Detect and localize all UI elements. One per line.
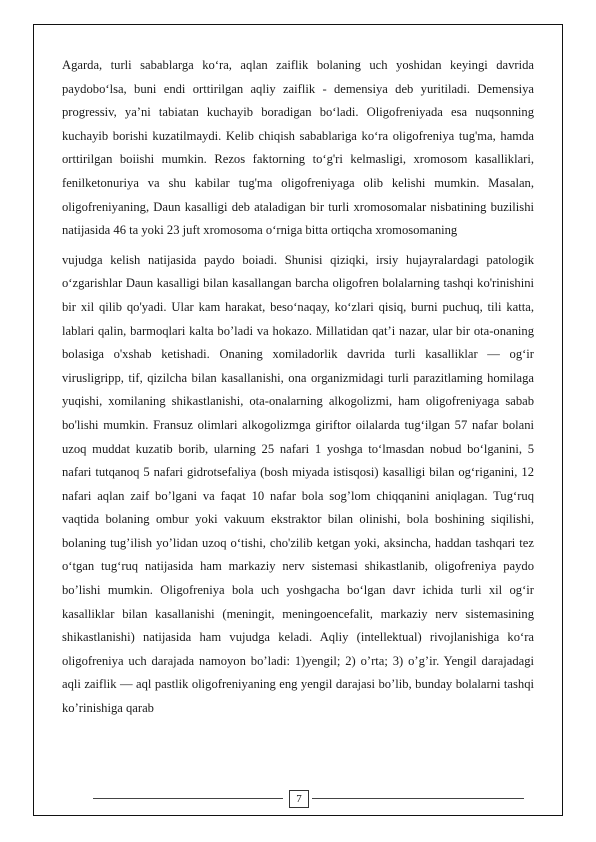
footer-divider-left [93, 798, 283, 799]
document-body [62, 54, 534, 727]
footer-divider-right [312, 798, 524, 799]
page-number: 7 [289, 790, 309, 808]
paragraph: Agarda, turli sabablarga ko‘ra, aqlan zaiflik bolaning uch yoshidan keyingi davrida paydobo‘lsa, buni endi orttirilgan aqliy zaiflik - demensiya deb yuritiladi. Demensiya progressiv, ya’ni tabiatan kuchayib boradigan bo‘ladi. Oligofreniyada esa nuqsonning kuchayib borishi kuzatilmaydi. Kelib chiqish sabablariga ko‘ra oligofreniya tug'ma, hamda orttirilgan boiishi mumkin. Rezos faktorning to‘g'ri kelmasligi, xromosom kasalliklari, fenilketonuriya va shu kabilar tug'ma oligofreniyaga olib kelishi mumkin. Masalan, oligofreniyaning, Daun kasalligi deb ataladigan bir turli xromosomalar nisbatining buzilishi natijasida 46 ta yoki 23 juft xromosoma o‘rniga bitta ortiqcha xromosomaning [62, 58, 534, 238]
paragraph: vujudga kelish natijasida paydo boiadi. Shunisi qiziqki, irsiy hujayralardagi patologik o‘zgarishlar Daun kasalligi bilan kasallangan barcha oligofren bolalarning tashqi ko'rinishini bir xil qilib qo'yadi. Ular kam harakat, beso‘naqay, ko‘zlari qisiq, burni puchuq, tili katta, lablari qalin, barmoqlari kalta bo’ladi va hokazo. Millatidan qat’i nazar, ular bir ota-onaning bolasiga o'xshab ketishadi. Onaning xomiladorlik davrida turli kasalliklar — og‘ir virusligripp, tif, qizilcha bilan kasallanishi, ona organizmidagi turli parazitlaming homilaga yuqishi, xomilaning shikastlanishi, ota-onalarning alkogolizmi, ham oligofreniyaga sabab bo'lishi mumkin. Fransuz olimlari alkogolizmga giriftor oilalarda tug‘ilgan 57 nafar bolani uzoq muddat kuzatib borib, ularning 25 nafari 1 yoshga to‘lmasdan nobud bo‘lganini, 5 nafari tutqanoq 5 nafari gidrotsefaliya (bosh miyada istisqosi) kasalligi bilan og‘riganini, 12 nafari aqlan zaif bo’lgani va faqat 10 nafar bola sog’lom chiqqanini aniqlagan. Tug‘ruq vaqtida bolaning ombur yoki vakuum ekstraktor bilan olinishi, bola boshining siqilishi, bolaning tug’ilish yo’lidan uzoq o‘tishi, cho'zilib ketgan yoki, aksincha, haddan tashqari tez o‘tgan tug‘ruq natijasida ham markaziy nerv sistemasi shikastlanib, oligofreniya paydo bo’lishi mumkin. Oligofreniya bola uch yoshgacha bo‘lgan davr ichida turli xil og‘ir kasalliklar bilan kasallanishi (meningit, meningoencefalit, markaziy nerv sistemasining shikastlanishi) natijasida ham vujudga keladi. Aqliy (intellektual) rivojlanishiga ko‘ra oligofreniya uch darajada namoyon bo’ladi: 1)yengil; 2) o’rta; 3) o’g’ir. Yengil darajadagi aqli zaiflik — aql pastlik oligofreniyaning eng yengil darajasi bo’lib, bunday bolalarni tashqi ko’rinishiga qarab [62, 252, 534, 716]
